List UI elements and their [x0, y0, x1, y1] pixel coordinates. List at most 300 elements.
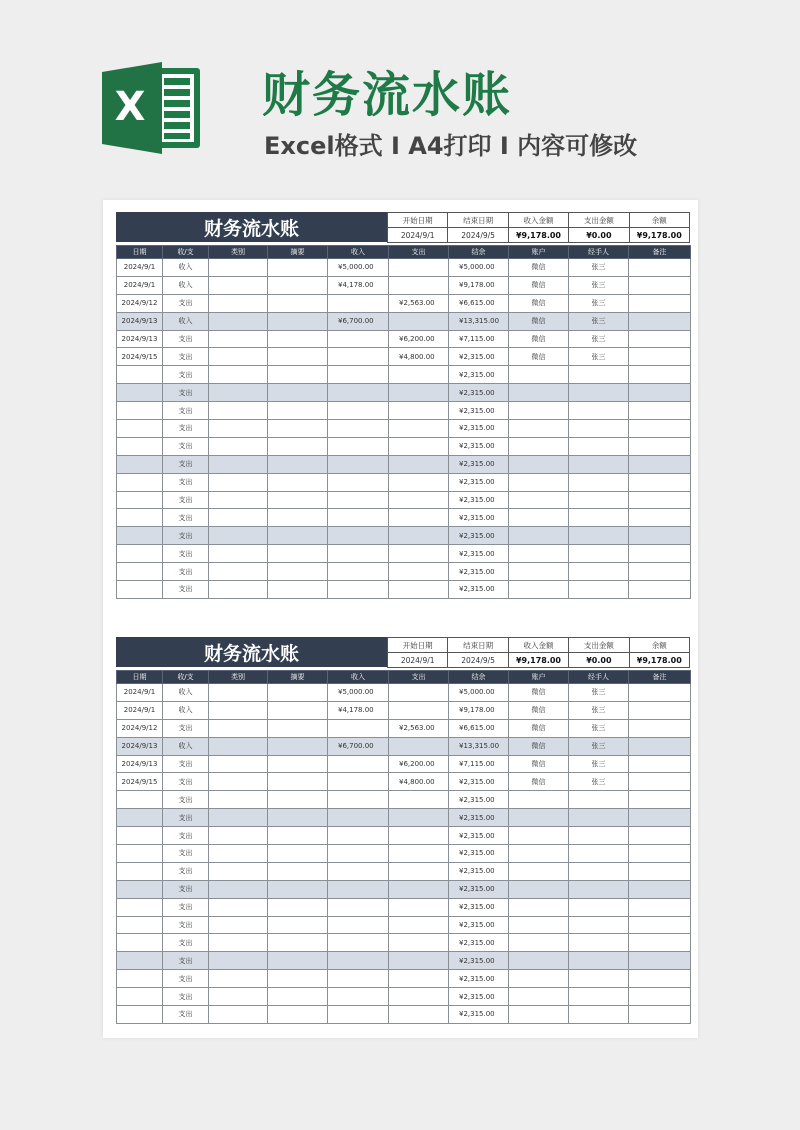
table-cell[interactable]: ¥2,315.00 [449, 473, 509, 491]
table-cell[interactable] [268, 509, 328, 527]
table-cell[interactable] [209, 988, 268, 1006]
table-cell[interactable] [629, 473, 691, 491]
table-cell[interactable]: ¥6,200.00 [389, 755, 449, 773]
table-cell[interactable]: 支出 [163, 845, 209, 863]
table-cell[interactable]: ¥2,315.00 [449, 773, 509, 791]
table-cell[interactable] [629, 384, 691, 402]
table-cell[interactable] [328, 294, 389, 312]
table-cell[interactable] [268, 737, 328, 755]
table-cell[interactable] [268, 420, 328, 438]
table-cell[interactable] [569, 916, 629, 934]
table-cell[interactable] [268, 402, 328, 420]
table-cell[interactable] [209, 898, 268, 916]
table-cell[interactable]: ¥6,615.00 [449, 294, 509, 312]
table-cell[interactable] [328, 330, 389, 348]
table-cell[interactable] [569, 366, 629, 384]
table-cell[interactable] [209, 384, 268, 402]
table-cell[interactable]: 支出 [163, 491, 209, 509]
table-cell[interactable]: 2024/9/12 [117, 294, 163, 312]
table-cell[interactable]: 支出 [163, 384, 209, 402]
table-cell[interactable] [268, 719, 328, 737]
table-cell[interactable] [209, 581, 268, 599]
table-cell[interactable]: ¥2,315.00 [449, 366, 509, 384]
table-cell[interactable] [209, 934, 268, 952]
table-cell[interactable] [268, 898, 328, 916]
table-cell[interactable]: ¥2,315.00 [449, 491, 509, 509]
table-cell[interactable] [268, 545, 328, 563]
table-cell[interactable] [117, 581, 163, 599]
table-cell[interactable] [209, 294, 268, 312]
table-cell[interactable]: 支出 [163, 827, 209, 845]
table-cell[interactable] [509, 970, 569, 988]
table-cell[interactable] [569, 988, 629, 1006]
table-cell[interactable]: 收入 [163, 701, 209, 719]
table-cell[interactable] [268, 755, 328, 773]
table-cell[interactable] [509, 898, 569, 916]
table-cell[interactable] [629, 684, 691, 702]
table-cell[interactable] [117, 1006, 163, 1024]
table-cell[interactable]: ¥4,178.00 [328, 701, 389, 719]
table-cell[interactable] [209, 773, 268, 791]
table-cell[interactable] [117, 455, 163, 473]
table-cell[interactable] [268, 312, 328, 330]
table-cell[interactable] [328, 563, 389, 581]
table-cell[interactable] [209, 402, 268, 420]
table-cell[interactable] [389, 701, 449, 719]
table-cell[interactable]: 微信 [509, 737, 569, 755]
table-cell[interactable] [389, 952, 449, 970]
table-cell[interactable] [117, 545, 163, 563]
table-cell[interactable] [389, 845, 449, 863]
table-cell[interactable] [209, 420, 268, 438]
table-cell[interactable]: 2024/9/12 [117, 719, 163, 737]
table-cell[interactable] [569, 970, 629, 988]
table-cell[interactable] [569, 952, 629, 970]
table-cell[interactable] [389, 827, 449, 845]
table-cell[interactable]: 2024/9/13 [117, 330, 163, 348]
table-cell[interactable] [268, 952, 328, 970]
table-cell[interactable]: 支出 [163, 988, 209, 1006]
table-cell[interactable] [389, 563, 449, 581]
table-cell[interactable]: 支出 [163, 970, 209, 988]
table-cell[interactable] [629, 276, 691, 294]
table-cell[interactable]: 微信 [509, 330, 569, 348]
table-cell[interactable]: ¥2,315.00 [449, 1006, 509, 1024]
table-cell[interactable] [209, 437, 268, 455]
table-cell[interactable] [509, 384, 569, 402]
table-cell[interactable] [389, 1006, 449, 1024]
table-cell[interactable] [328, 827, 389, 845]
table-cell[interactable] [629, 545, 691, 563]
summary-value[interactable]: 2024/9/1 [388, 228, 448, 243]
table-cell[interactable] [328, 420, 389, 438]
table-cell[interactable] [509, 791, 569, 809]
table-cell[interactable] [117, 437, 163, 455]
table-cell[interactable] [389, 276, 449, 294]
summary-value[interactable]: ¥0.00 [569, 653, 629, 668]
table-cell[interactable] [569, 934, 629, 952]
table-cell[interactable] [328, 509, 389, 527]
table-cell[interactable] [569, 402, 629, 420]
table-cell[interactable]: 支出 [163, 791, 209, 809]
table-cell[interactable]: 2024/9/15 [117, 348, 163, 366]
table-cell[interactable] [629, 701, 691, 719]
table-cell[interactable]: 2024/9/1 [117, 684, 163, 702]
table-cell[interactable] [569, 845, 629, 863]
table-cell[interactable] [328, 862, 389, 880]
table-cell[interactable]: 支出 [163, 719, 209, 737]
table-cell[interactable]: ¥2,315.00 [449, 420, 509, 438]
table-cell[interactable] [629, 845, 691, 863]
table-cell[interactable]: ¥2,315.00 [449, 545, 509, 563]
table-cell[interactable] [629, 916, 691, 934]
table-cell[interactable] [268, 701, 328, 719]
table-cell[interactable]: ¥4,800.00 [389, 773, 449, 791]
table-cell[interactable]: ¥7,115.00 [449, 755, 509, 773]
table-cell[interactable] [268, 473, 328, 491]
table-cell[interactable]: ¥2,315.00 [449, 827, 509, 845]
table-cell[interactable] [117, 366, 163, 384]
table-cell[interactable]: ¥2,315.00 [449, 880, 509, 898]
summary-value[interactable]: 2024/9/5 [448, 228, 508, 243]
table-cell[interactable]: 张三 [569, 294, 629, 312]
table-cell[interactable]: 支出 [163, 420, 209, 438]
table-cell[interactable] [117, 384, 163, 402]
table-cell[interactable]: 2024/9/1 [117, 701, 163, 719]
table-cell[interactable] [509, 988, 569, 1006]
table-cell[interactable] [117, 988, 163, 1006]
table-cell[interactable]: 2024/9/15 [117, 773, 163, 791]
table-cell[interactable] [209, 719, 268, 737]
summary-value[interactable]: 2024/9/5 [448, 653, 508, 668]
table-cell[interactable] [569, 384, 629, 402]
table-cell[interactable] [209, 348, 268, 366]
table-cell[interactable] [509, 880, 569, 898]
table-cell[interactable] [328, 473, 389, 491]
table-cell[interactable] [328, 527, 389, 545]
table-cell[interactable] [209, 259, 268, 277]
table-cell[interactable] [209, 970, 268, 988]
table-cell[interactable] [629, 898, 691, 916]
table-cell[interactable] [569, 827, 629, 845]
table-cell[interactable]: 微信 [509, 701, 569, 719]
table-cell[interactable] [328, 402, 389, 420]
table-cell[interactable]: ¥4,178.00 [328, 276, 389, 294]
table-cell[interactable] [509, 809, 569, 827]
table-cell[interactable] [117, 970, 163, 988]
table-cell[interactable] [328, 845, 389, 863]
table-cell[interactable]: 张三 [569, 348, 629, 366]
table-cell[interactable] [509, 509, 569, 527]
table-cell[interactable] [389, 970, 449, 988]
table-cell[interactable] [569, 581, 629, 599]
table-cell[interactable] [117, 527, 163, 545]
table-cell[interactable] [389, 402, 449, 420]
table-cell[interactable] [209, 563, 268, 581]
table-cell[interactable] [209, 701, 268, 719]
table-cell[interactable] [569, 545, 629, 563]
table-cell[interactable] [569, 420, 629, 438]
table-cell[interactable]: 2024/9/13 [117, 312, 163, 330]
table-cell[interactable] [389, 791, 449, 809]
table-cell[interactable]: ¥2,315.00 [449, 348, 509, 366]
table-cell[interactable] [569, 880, 629, 898]
table-cell[interactable]: ¥5,000.00 [449, 684, 509, 702]
table-cell[interactable] [268, 988, 328, 1006]
table-cell[interactable]: 支出 [163, 773, 209, 791]
table-cell[interactable]: ¥13,315.00 [449, 312, 509, 330]
table-cell[interactable] [268, 294, 328, 312]
summary-value[interactable]: ¥9,178.00 [508, 228, 568, 243]
table-cell[interactable]: ¥2,315.00 [449, 384, 509, 402]
table-cell[interactable]: 支出 [163, 545, 209, 563]
table-cell[interactable] [117, 827, 163, 845]
table-cell[interactable] [117, 473, 163, 491]
summary-value[interactable]: 2024/9/1 [388, 653, 448, 668]
table-cell[interactable] [328, 791, 389, 809]
table-cell[interactable] [389, 259, 449, 277]
summary-value[interactable]: ¥0.00 [569, 228, 629, 243]
table-cell[interactable] [509, 491, 569, 509]
table-cell[interactable] [209, 862, 268, 880]
table-cell[interactable] [509, 437, 569, 455]
table-cell[interactable] [209, 312, 268, 330]
table-cell[interactable] [268, 330, 328, 348]
table-cell[interactable] [117, 420, 163, 438]
table-cell[interactable] [268, 527, 328, 545]
table-cell[interactable]: 微信 [509, 719, 569, 737]
table-cell[interactable] [569, 473, 629, 491]
table-cell[interactable] [268, 366, 328, 384]
table-cell[interactable] [268, 916, 328, 934]
table-cell[interactable] [509, 366, 569, 384]
table-cell[interactable]: ¥2,315.00 [449, 455, 509, 473]
table-cell[interactable] [117, 952, 163, 970]
table-cell[interactable] [569, 455, 629, 473]
table-cell[interactable] [389, 809, 449, 827]
table-cell[interactable] [268, 827, 328, 845]
table-cell[interactable] [569, 898, 629, 916]
table-cell[interactable]: ¥2,315.00 [449, 791, 509, 809]
table-cell[interactable]: ¥6,615.00 [449, 719, 509, 737]
table-cell[interactable]: 支出 [163, 1006, 209, 1024]
table-cell[interactable] [209, 791, 268, 809]
table-cell[interactable]: 支出 [163, 402, 209, 420]
table-cell[interactable] [629, 455, 691, 473]
table-cell[interactable]: 微信 [509, 684, 569, 702]
table-cell[interactable] [389, 988, 449, 1006]
table-cell[interactable] [328, 809, 389, 827]
table-cell[interactable] [268, 773, 328, 791]
table-cell[interactable] [117, 563, 163, 581]
table-cell[interactable] [268, 880, 328, 898]
table-cell[interactable] [328, 898, 389, 916]
table-cell[interactable]: 支出 [163, 934, 209, 952]
table-cell[interactable]: 微信 [509, 755, 569, 773]
table-cell[interactable]: 张三 [569, 773, 629, 791]
table-cell[interactable] [389, 420, 449, 438]
table-cell[interactable] [389, 473, 449, 491]
table-cell[interactable] [629, 719, 691, 737]
table-cell[interactable] [268, 384, 328, 402]
table-cell[interactable] [509, 916, 569, 934]
table-cell[interactable] [629, 1006, 691, 1024]
table-cell[interactable]: 支出 [163, 862, 209, 880]
table-cell[interactable] [629, 420, 691, 438]
table-cell[interactable] [268, 259, 328, 277]
table-cell[interactable] [209, 737, 268, 755]
table-cell[interactable] [509, 545, 569, 563]
table-cell[interactable] [629, 791, 691, 809]
table-cell[interactable] [629, 880, 691, 898]
table-cell[interactable]: 2024/9/13 [117, 737, 163, 755]
table-cell[interactable]: 支出 [163, 880, 209, 898]
table-cell[interactable]: ¥9,178.00 [449, 701, 509, 719]
table-cell[interactable] [389, 880, 449, 898]
table-cell[interactable] [509, 527, 569, 545]
table-cell[interactable] [328, 545, 389, 563]
table-cell[interactable]: 支出 [163, 366, 209, 384]
table-cell[interactable] [389, 934, 449, 952]
table-cell[interactable] [389, 545, 449, 563]
table-cell[interactable]: 支出 [163, 437, 209, 455]
table-cell[interactable]: ¥2,315.00 [449, 809, 509, 827]
table-cell[interactable] [209, 473, 268, 491]
table-cell[interactable]: 张三 [569, 737, 629, 755]
table-cell[interactable] [268, 581, 328, 599]
table-cell[interactable] [117, 845, 163, 863]
table-cell[interactable] [509, 845, 569, 863]
table-cell[interactable] [328, 952, 389, 970]
table-cell[interactable] [629, 952, 691, 970]
table-cell[interactable] [509, 420, 569, 438]
table-cell[interactable] [328, 719, 389, 737]
table-cell[interactable] [117, 791, 163, 809]
table-cell[interactable] [328, 934, 389, 952]
table-cell[interactable] [629, 366, 691, 384]
table-cell[interactable]: 微信 [509, 294, 569, 312]
table-cell[interactable] [629, 809, 691, 827]
table-cell[interactable] [209, 509, 268, 527]
table-cell[interactable]: ¥4,800.00 [389, 348, 449, 366]
table-cell[interactable] [209, 809, 268, 827]
table-cell[interactable] [209, 545, 268, 563]
table-cell[interactable] [268, 970, 328, 988]
table-cell[interactable] [117, 809, 163, 827]
table-cell[interactable] [268, 684, 328, 702]
table-cell[interactable] [629, 259, 691, 277]
table-cell[interactable]: ¥2,563.00 [389, 294, 449, 312]
table-cell[interactable] [569, 809, 629, 827]
table-cell[interactable] [389, 491, 449, 509]
table-cell[interactable] [117, 862, 163, 880]
table-cell[interactable] [629, 773, 691, 791]
table-cell[interactable] [629, 330, 691, 348]
table-cell[interactable]: 微信 [509, 773, 569, 791]
table-cell[interactable]: ¥6,700.00 [328, 737, 389, 755]
table-cell[interactable] [509, 934, 569, 952]
table-cell[interactable] [569, 437, 629, 455]
table-cell[interactable]: ¥2,315.00 [449, 934, 509, 952]
table-cell[interactable] [268, 791, 328, 809]
table-cell[interactable] [629, 402, 691, 420]
table-cell[interactable] [209, 366, 268, 384]
table-cell[interactable] [389, 366, 449, 384]
table-cell[interactable] [389, 898, 449, 916]
table-cell[interactable] [209, 845, 268, 863]
table-cell[interactable] [117, 491, 163, 509]
table-cell[interactable] [268, 455, 328, 473]
table-cell[interactable] [629, 527, 691, 545]
table-cell[interactable] [268, 348, 328, 366]
table-cell[interactable] [268, 491, 328, 509]
table-cell[interactable] [569, 509, 629, 527]
table-cell[interactable] [629, 509, 691, 527]
table-cell[interactable] [629, 827, 691, 845]
table-cell[interactable]: ¥2,315.00 [449, 916, 509, 934]
table-cell[interactable] [509, 402, 569, 420]
table-cell[interactable] [209, 952, 268, 970]
table-cell[interactable] [117, 509, 163, 527]
table-cell[interactable] [209, 755, 268, 773]
table-cell[interactable]: 支出 [163, 330, 209, 348]
table-cell[interactable] [569, 791, 629, 809]
table-cell[interactable] [268, 845, 328, 863]
table-cell[interactable]: 支出 [163, 581, 209, 599]
table-cell[interactable] [509, 827, 569, 845]
table-cell[interactable] [268, 276, 328, 294]
table-cell[interactable] [209, 491, 268, 509]
table-cell[interactable]: 支出 [163, 455, 209, 473]
table-cell[interactable] [509, 1006, 569, 1024]
table-cell[interactable]: ¥2,315.00 [449, 988, 509, 1006]
table-cell[interactable]: 支出 [163, 916, 209, 934]
table-cell[interactable] [117, 402, 163, 420]
table-cell[interactable] [509, 455, 569, 473]
table-cell[interactable] [509, 581, 569, 599]
table-cell[interactable]: 张三 [569, 701, 629, 719]
table-cell[interactable] [569, 563, 629, 581]
table-cell[interactable] [328, 437, 389, 455]
table-cell[interactable] [509, 563, 569, 581]
table-cell[interactable]: 2024/9/1 [117, 276, 163, 294]
table-cell[interactable] [509, 862, 569, 880]
table-cell[interactable] [328, 1006, 389, 1024]
table-cell[interactable] [389, 455, 449, 473]
table-cell[interactable]: 支出 [163, 509, 209, 527]
table-cell[interactable]: 支出 [163, 898, 209, 916]
table-cell[interactable] [569, 1006, 629, 1024]
table-cell[interactable] [569, 491, 629, 509]
table-cell[interactable]: ¥5,000.00 [328, 259, 389, 277]
table-cell[interactable]: 张三 [569, 259, 629, 277]
table-cell[interactable] [209, 330, 268, 348]
table-cell[interactable]: 张三 [569, 276, 629, 294]
table-cell[interactable]: 微信 [509, 312, 569, 330]
table-cell[interactable] [268, 809, 328, 827]
table-cell[interactable] [629, 312, 691, 330]
table-cell[interactable]: ¥13,315.00 [449, 737, 509, 755]
table-cell[interactable] [209, 527, 268, 545]
table-cell[interactable] [629, 862, 691, 880]
table-cell[interactable]: ¥2,315.00 [449, 845, 509, 863]
table-cell[interactable] [629, 563, 691, 581]
table-cell[interactable] [268, 437, 328, 455]
table-cell[interactable] [509, 952, 569, 970]
table-cell[interactable]: 张三 [569, 719, 629, 737]
table-cell[interactable] [328, 880, 389, 898]
table-cell[interactable]: ¥2,315.00 [449, 563, 509, 581]
